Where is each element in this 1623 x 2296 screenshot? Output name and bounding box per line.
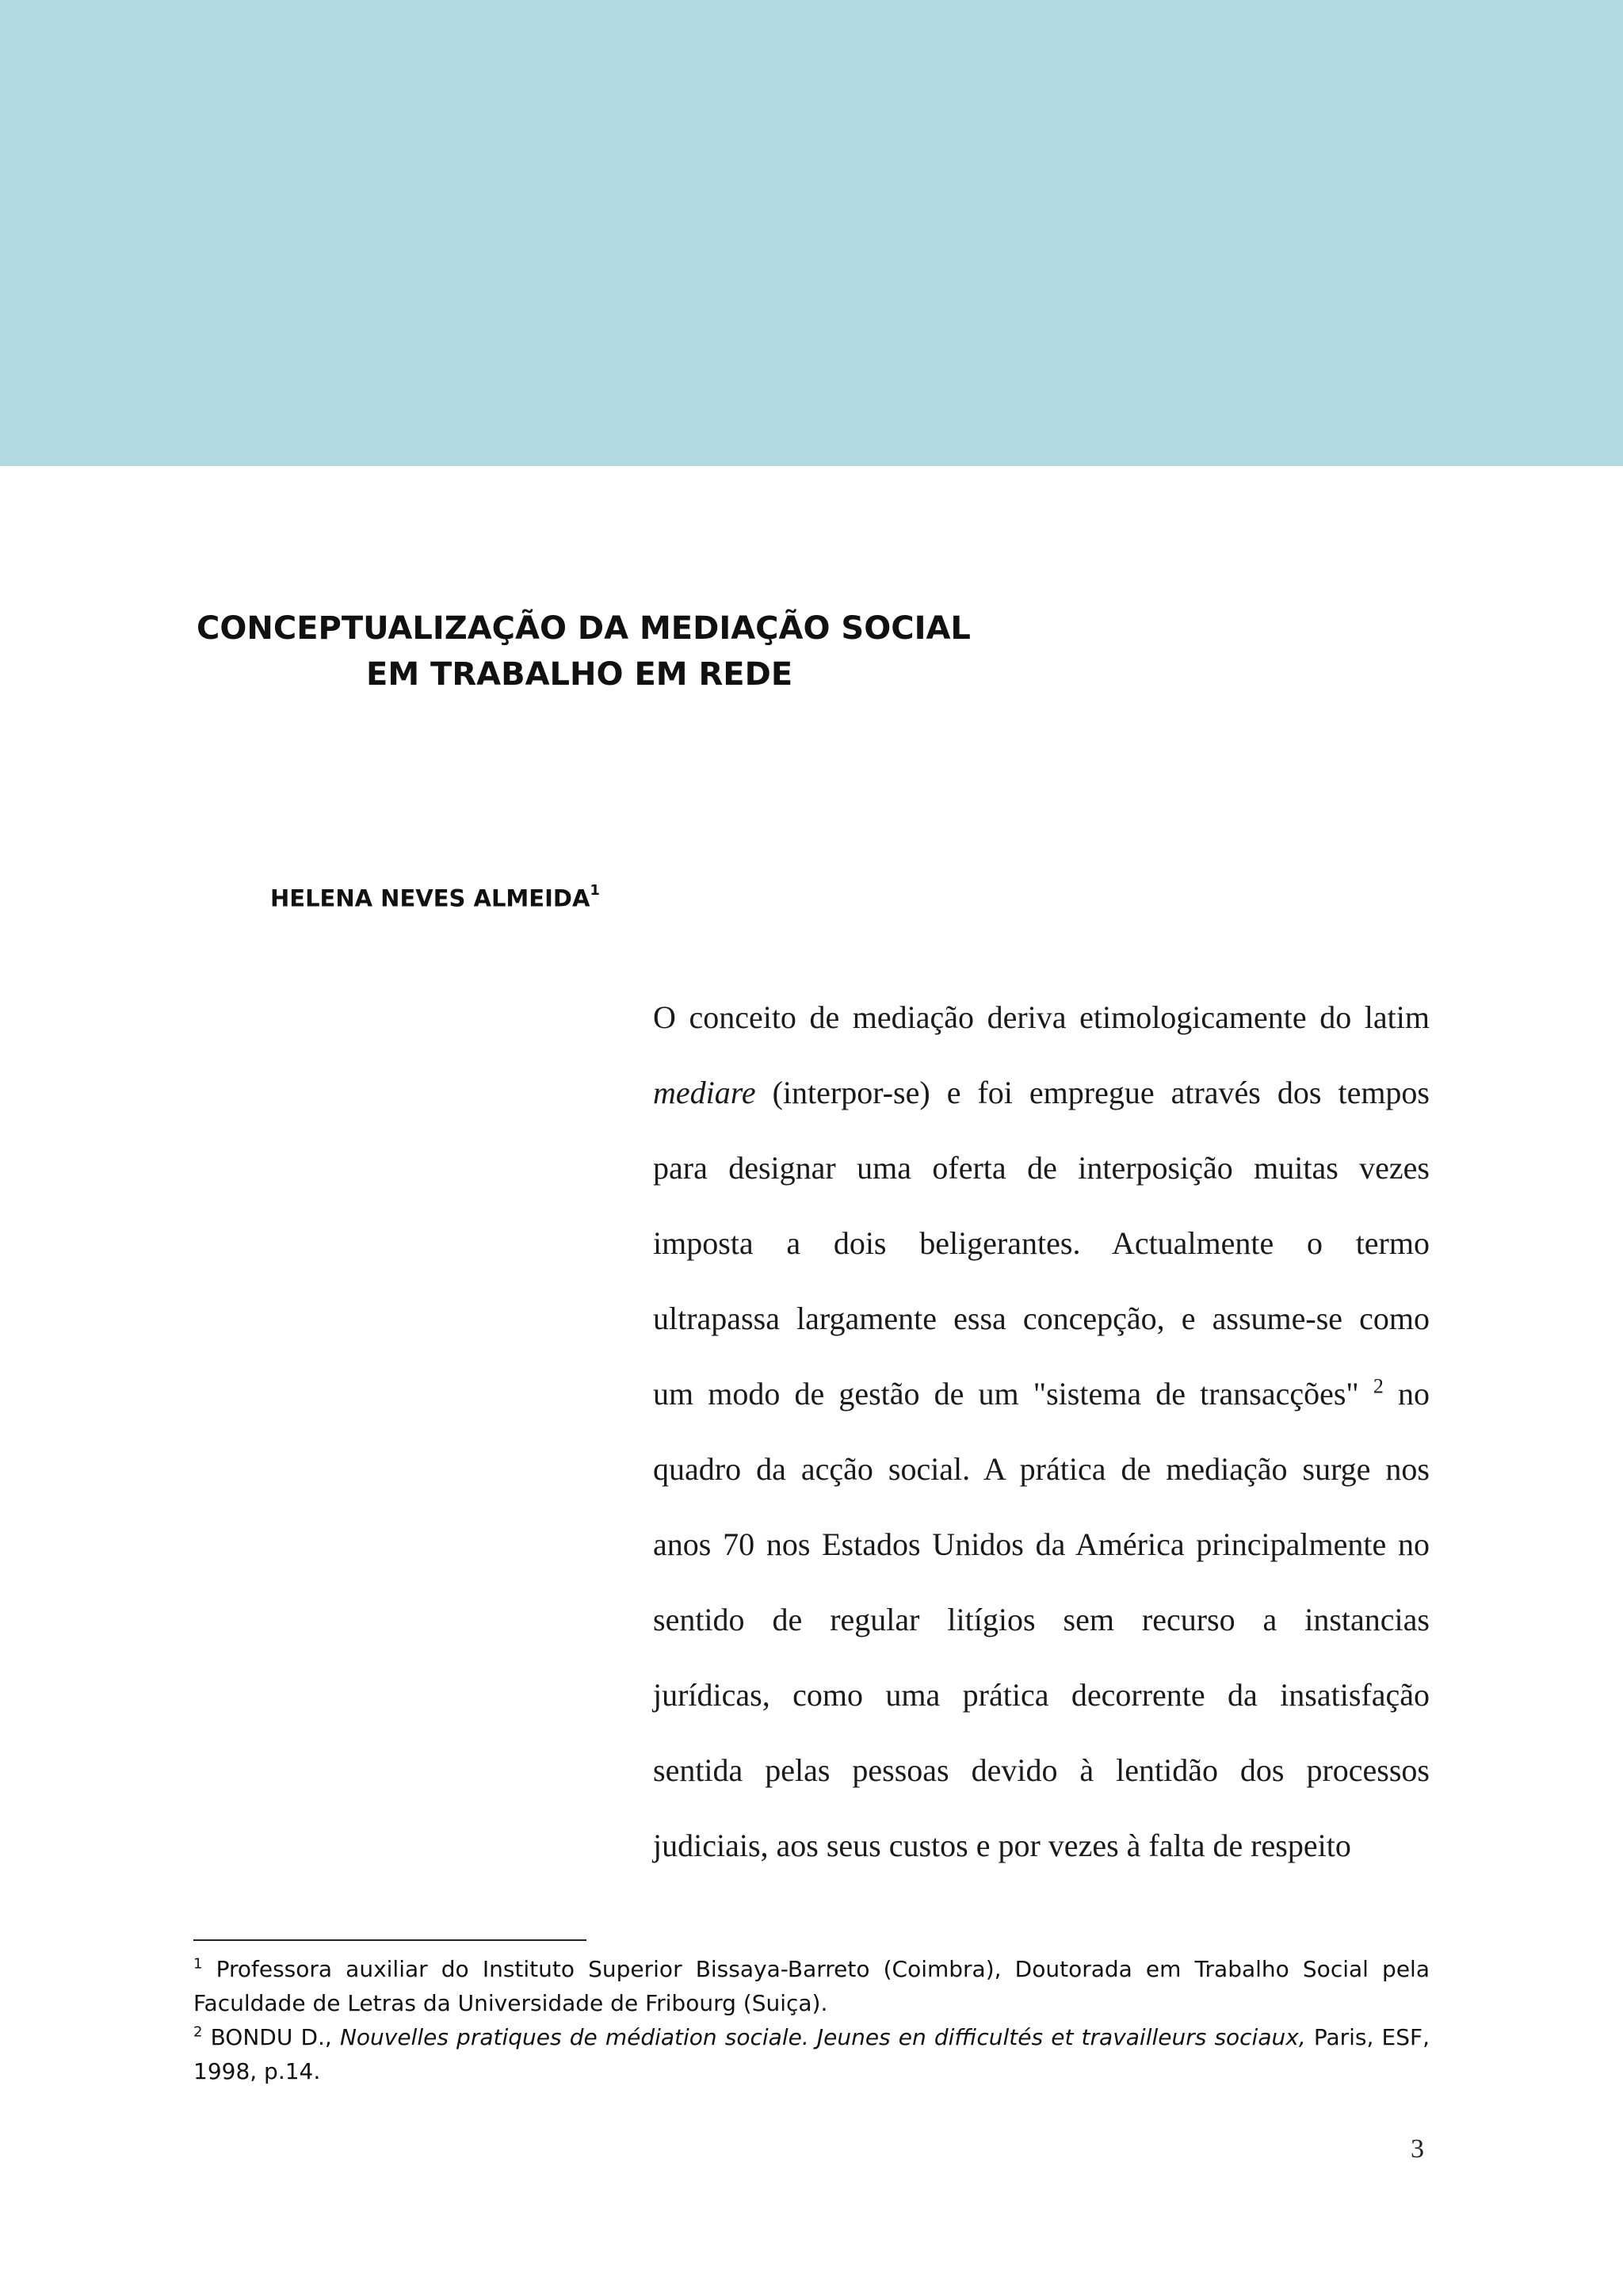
body-line: sentida pelas pessoas devido à lentidão dos processos <box>653 1752 1430 1788</box>
footnote-2-book-title: Nouvelles pratiques de médiation sociale. Jeunes en difficultés et travailleurs sociaux, <box>339 2024 1306 2050</box>
body-line: O conceito de mediação deriva etimologicamente do latim <box>653 999 1430 1035</box>
footnote-2: $^2$ BONDU D., Nouvelles pratiques de médiation sociale. Jeunes en difficultés et travailleurs sociaux, Paris, ESF, <box>193 2023 1430 2050</box>
title-line-1: CONCEPTUALIZAÇÃO DA MEDIAÇÃO SOCIAL <box>197 610 971 647</box>
footnote-2-number: 2 <box>193 2023 203 2041</box>
footnote-1: $^1$ Professora auxiliar do Instituto Superior Bissaya-Barreto (Coimbra), Doutorada em Trabalho Social pela <box>193 1955 1430 1982</box>
author-name <box>270 878 600 915</box>
body-line: ultrapassa largamente essa concepção, e assume-se como <box>653 1301 1430 1336</box>
body-line: anos 70 nos Estados Unidos da América principalmente no <box>653 1526 1430 1562</box>
footnote-ref-2: 2 <box>1373 1374 1384 1398</box>
body-line: judiciais, aos seus custos e por vezes à falta de respeito <box>653 1828 1351 1863</box>
latin-term: mediare <box>653 1075 756 1110</box>
title-line-2: EM TRABALHO EM REDE <box>366 656 793 693</box>
header-color-band <box>0 0 1623 466</box>
footnote-1-continued: Faculdade de Letras da Universidade de Fribourg (Suiça). <box>193 1990 828 2016</box>
body-line: quadro da acção social. A prática de mediação surge nos <box>653 1451 1430 1487</box>
body-paragraph <box>653 980 1430 1883</box>
document-title <box>197 606 989 697</box>
body-line: um modo de gestão de um "sistema de transacções" $^2$ no <box>653 1374 1430 1412</box>
footnote-2-continued: 1998, p.14. <box>193 2058 321 2084</box>
body-line: jurídicas, como uma prática decorrente da insatisfação <box>653 1677 1430 1713</box>
body-line: imposta a dois beligerantes. Actualmente o termo <box>653 1225 1430 1261</box>
body-line: para designar uma oferta de interposição muitas vezes <box>653 1150 1430 1186</box>
footnotes <box>193 1952 1430 2088</box>
author-footnote-ref: 1 <box>590 882 600 899</box>
footnote-separator <box>193 1939 586 1941</box>
footnote-1-number: 1 <box>193 1955 203 1973</box>
author-name-text: HELENA NEVES ALMEIDA <box>270 884 590 912</box>
body-line: mediare (interpor-se) e foi empregue através dos tempos <box>653 1075 1430 1110</box>
page-number: 3 <box>1411 2134 1424 2164</box>
body-line: sentido de regular litígios sem recurso a instancias <box>653 1602 1430 1637</box>
